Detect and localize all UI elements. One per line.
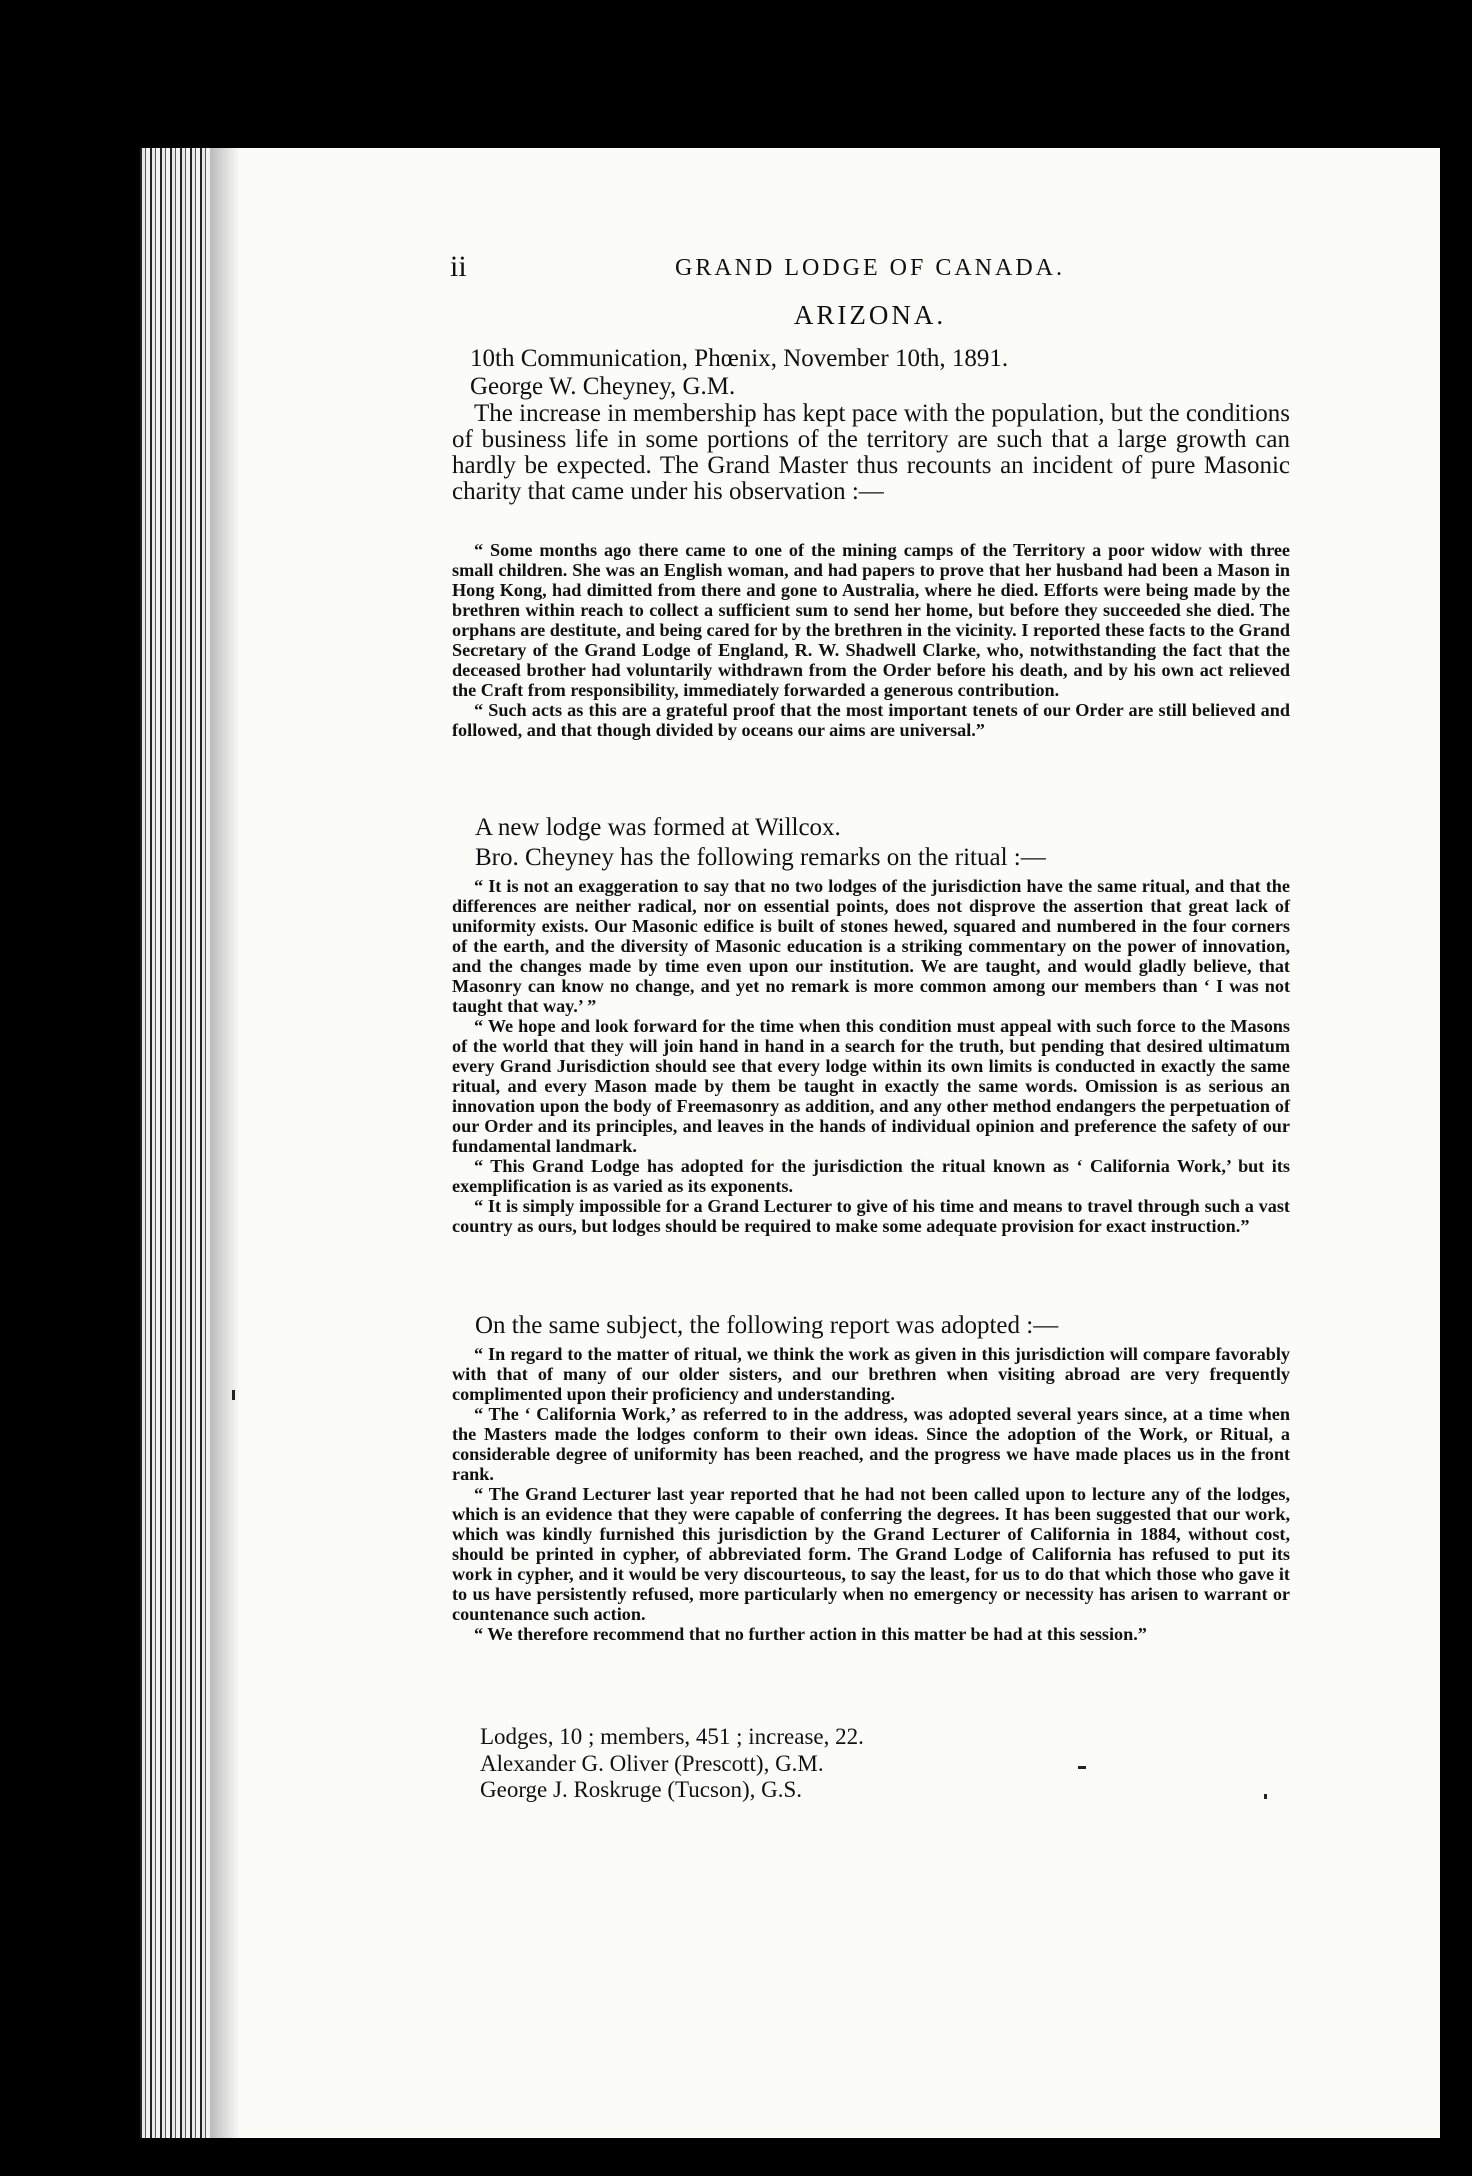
intro-text: The increase in membership has kept pace with the population, but the conditions of business life in some portions of the territory are such that a large growth can hardly be expected. The Grand Master thus recounts an incident of pure Masonic charity that came under his observation :— xyxy=(452,400,1290,505)
statistics-block xyxy=(480,1724,864,1804)
book-binding-gutter xyxy=(140,148,210,2138)
quote-paragraph: “ We hope and look forward for the time when this condition must appeal with such force to the Masons of the world that they will join hand in hand in a search for the truth, but pending that desired ultimatum every Grand Jurisdiction should see that every lodge within its own limits is conducted in exactly the same ritual, and every Mason made by them be taught in exactly the same words. Omission is as serious an innovation upon the body of Freemasonry as addition, and any other method endangers the perpetuation of our Order and its principles, and leaves in the hands of individual opinion and preference the safety of our fundamental landmark. xyxy=(452,1016,1290,1156)
grand-master-name: Alexander G. Oliver (Prescott), G.M. xyxy=(480,1750,824,1776)
willcox-line: A new lodge was formed at Willcox. xyxy=(475,814,841,841)
intro-paragraph xyxy=(452,401,1290,505)
quote-paragraph: “ This Grand Lodge has adopted for the jurisdiction the ritual known as ‘ California Work,’ but its exemplification is as varied as its exponents. xyxy=(452,1156,1290,1196)
report-quote xyxy=(452,1344,1290,1644)
ink-speck xyxy=(232,1390,235,1400)
lodges-stats: Lodges, 10 ; members, 451 ; increase, 22. xyxy=(480,1724,864,1749)
section-title: ARIZONA. xyxy=(793,300,947,330)
running-title: GRAND LODGE OF CANADA. xyxy=(675,255,1065,281)
quote-paragraph: “ The ‘ California Work,’ as referred to in the address, was adopted several years since, at a time when the Masters made the lodges conform to their own ideas. Since the adoption of the Work, or Ritual, a considerable degree of uniformity has been reached, and the progress we have made places us in the front rank. xyxy=(452,1404,1290,1484)
scan-edge xyxy=(1446,140,1472,2130)
quote-paragraph: “ It is simply impossible for a Grand Lecturer to give of his time and means to travel through such a vast country as ours, but lodges should be required to make some adequate provision for exact instruction.” xyxy=(452,1196,1290,1236)
quote-paragraph: “ Some months ago there came to one of the mining camps of the Territory a poor widow with three small children. She was an English woman, and had papers to prove that her husband had been a Mason in Hong Kong, had dimitted from there and gone to Australia, where he died. Efforts were being made by the brethren within reach to collect a sufficient sum to send her home, but before they succeeded she died. The orphans are destitute, and being cared for by the brethren in the vicinity. I reported these facts to the Grand Secretary of the Grand Lodge of England, R. W. Shadwell Clarke, who, notwithstanding the fact that the deceased brother had voluntarily withdrawn from the Order before his death, and by his own act relieved the Craft from responsibility, immediately forwarded a generous contribution. xyxy=(452,540,1290,700)
report-intro-line: On the same subject, the following report was adopted :— xyxy=(475,1312,1059,1339)
quote-paragraph: “ In regard to the matter of ritual, we think the work as given in this jurisdiction will compare favorably with that of many of our older sisters, and our brethren when visiting abroad are very frequently complimented upon their proficiency and understanding. xyxy=(452,1344,1290,1404)
quote-paragraph: “ Such acts as this are a grateful proof that the most important tenets of our Order are still believed and followed, and that though divided by oceans our aims are universal.” xyxy=(452,700,1290,740)
grand-master-line: George W. Cheyney, G.M. xyxy=(470,373,736,400)
quote-paragraph: “ We therefore recommend that no further action in this matter be had at this session.” xyxy=(474,1624,1147,1644)
communication-line: 10th Communication, Phœnix, November 10th, 1891. xyxy=(470,345,1009,372)
running-header xyxy=(450,250,1290,290)
ritual-quote xyxy=(452,876,1290,1236)
ink-speck xyxy=(1264,1794,1267,1799)
quote-paragraph: “ It is not an exaggeration to say that no two lodges of the jurisdiction have the same ritual, and that the differences are neither radical, nor on essential points, does not disprove the assertion that great lack of uniformity exists. Our Masonic edifice is built of stones hewed, squared and numbered in the four corners of the earth, and the diversity of Masonic education is a striking commentary on the power of innovation, and the changes made by time even upon our institution. We are taught, and would gladly believe, that Masonry can know no change, and yet no remark is more common among our members than ‘ I was not taught that way.’ ” xyxy=(452,876,1290,1016)
quote-paragraph: “ The Grand Lecturer last year reported that he had not been called upon to lecture any of the lodges, which is an evidence that they were capable of conferring the degrees. It has been suggested that our work, which was kindly furnished this jurisdiction by the Grand Lecturer of California in 1884, without cost, should be printed in cypher, of abbreviated form. The Grand Lodge of California has refused to put its work in cypher, and it would be very discourteous, to say the least, for us to do that which those who gave it to us have persistently refused, more particularly when no emergency or necessity has arisen to warrant or countenance such action. xyxy=(452,1484,1290,1624)
page-number: ii xyxy=(450,250,467,283)
charity-quote xyxy=(452,540,1290,740)
grand-secretary-name: George J. Roskruge (Tucson), G.S. xyxy=(480,1777,802,1802)
gutter-shadow xyxy=(210,148,240,2138)
ritual-intro-line: Bro. Cheyney has the following remarks on the ritual :— xyxy=(475,844,1046,871)
ink-speck xyxy=(1078,1766,1086,1769)
